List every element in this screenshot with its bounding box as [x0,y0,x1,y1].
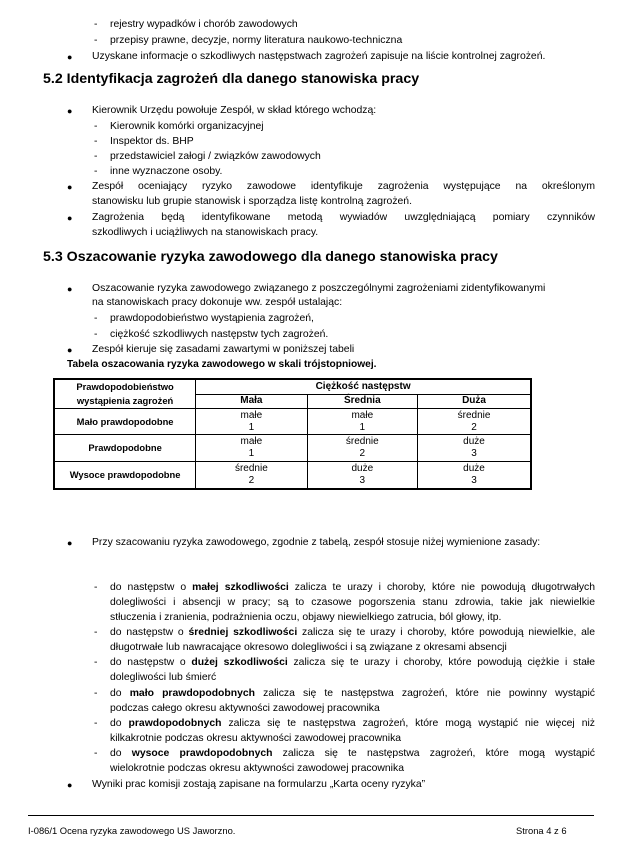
row-header: Wysoce prawdopodobne [54,462,196,489]
rule-line: stłuczenia i zranienia, podrażnienia oczu, objawy niewielkiego zatrucia, ból głowy, itp. [110,612,502,623]
cell-number: 1 [359,421,366,433]
bullet-icon: ● [67,780,73,790]
dash: - [94,166,98,177]
rule-keyword: dużej szkodliwości [191,657,288,668]
paragraph-line: Zespół oceniający ryzyko zawodowe identyfikuje zagrożenia występujące na określonym [92,181,595,192]
corner-line: wystąpienia zagrożeń [76,395,174,406]
bullet-icon: ● [67,52,73,62]
severity-header: Ciężkość następstw [196,379,531,394]
list-item: ciężkość szkodliwych następstw tych zagrożeń. [110,329,329,340]
table-cell [196,409,307,435]
dash: - [94,19,98,30]
rule-line [110,657,595,669]
bullet-icon: ● [67,106,73,116]
cell-word: średnie [345,436,379,447]
cell-number: 3 [471,474,477,486]
cell-word: duże [463,462,485,474]
list-item: Uzyskane informacje o szkodliwych następstwach zagrożeń zapisuje na liście kontrolnej zagrożeń. [92,51,546,62]
bullet-icon: ● [67,538,73,548]
rule-line [110,718,595,730]
bullet-icon: ● [67,284,73,294]
dash: - [94,121,98,132]
cell-word: małe [351,409,374,421]
dash: - [94,313,98,324]
dash: - [94,151,98,162]
footer-document-id: I-086/1 Ocena ryzyka zawodowego US Jaworzno. [28,825,236,836]
cell-word: małe [240,409,263,421]
cell-number: 2 [248,474,255,486]
dash: - [94,329,98,340]
rule-text: zalicza się te następstwa zagrożeń, które nie powinny wystąpić [255,688,595,699]
paragraph-line: szkodliwych i uciążliwych na stanowiskach pracy. [92,227,319,238]
dash: - [94,35,98,46]
bullet-icon: ● [67,182,73,192]
table-row [54,435,531,462]
footer-page-number: Strona 4 z 6 [516,825,567,836]
table-cell [307,409,417,435]
rule-text: zalicza się te następstwa zagrożeń, które mogą wystąpić nie więcej niż [221,718,595,729]
table-cell [196,435,307,462]
rule-keyword: średniej szkodliwości [188,627,298,638]
table-cell [307,435,417,462]
list-item: przepisy prawne, decyzje, normy literatura naukowo-techniczna [110,35,403,46]
rule-text: zalicza się te następstwa zagrożeń, które mogą wystąpić [272,748,595,759]
cell-number: 1 [248,448,255,459]
list-item: Inspektor ds. BHP [110,136,194,147]
section-heading-5-3: 5.3 Oszacowanie ryzyka zawodowego dla danego stanowiska pracy [43,249,498,265]
paragraph-line: na stanowiskach pracy dokonuje ww. zespół ustalając: [92,297,343,308]
rule-text: zalicza się te urazy i choroby, które powodują niewielkie, ale [297,627,595,638]
list-item: rejestry wypadków i chorób zawodowych [110,19,298,30]
table-cell [418,435,531,462]
cell-number: 3 [471,448,477,459]
bullet-icon: ● [67,345,73,355]
cell-word: duże [463,436,485,447]
dash: - [94,627,98,638]
rule-keyword: prawdopodobnych [128,718,222,729]
list-item: prawdopodobieństwo wystąpienia zagrożeń, [110,313,314,324]
rule-line: dolegliwości lub śmierć [110,672,217,683]
cell-number: 1 [248,421,255,433]
cell-word: średnie [457,409,491,421]
footer-divider [28,815,594,816]
rule-text: do [110,688,130,699]
table-cell [418,409,531,435]
rule-line [110,582,595,594]
row-header: Mało prawdopodobne [54,409,196,435]
rule-text: do [110,748,132,759]
rule-line [110,688,595,700]
cell-word: średnie [234,462,268,474]
column-header: Mała [196,394,307,408]
rule-text: do następstw o [110,582,193,593]
cell-number: 2 [471,421,477,433]
table-cell [418,462,531,489]
table-caption: Tabela oszacowania ryzyka zawodowego w skali trójstopniowej. [67,359,377,370]
cell-word: duże [351,462,374,474]
dash: - [94,136,98,147]
list-item: inne wyznaczone osoby. [110,166,223,177]
rule-line: kilkakrotnie podczas okresu aktywności zawodowej pracownika [110,733,402,744]
dash: - [94,582,98,593]
rule-keyword: mało prawdopodobnych [129,688,255,699]
rule-text: zalicza się te urazy i choroby, które powodują ciężkie i stałe [287,657,595,668]
rule-text: do następstw o [110,657,192,668]
section-heading-5-2: 5.2 Identyfikacja zagrożeń dla danego stanowiska pracy [43,71,420,87]
list-item: Wyniki prac komisji zostają zapisane na formularzu „Karta oceny ryzyka” [92,779,426,790]
list-item: Przy szacowaniu ryzyka zawodowego, zgodnie z tabelą, zespół stosuje niżej wymienione zasady: [92,537,541,548]
column-header: Średnia [307,394,417,408]
paragraph-line: Oszacowanie ryzyka zawodowego związanego z poszczególnymi zagrożeniami zidentyfikowanymi [92,283,546,294]
table-row [54,409,531,435]
rule-keyword: małej szkodliwości [192,582,289,593]
table-corner-header [54,379,196,409]
rule-keyword: wysoce prawdopodobnych [131,748,273,759]
corner-line: Prawdopodobieństwo [76,381,174,392]
table-cell [196,462,307,489]
list-item: Kierownik komórki organizacyjnej [110,121,264,132]
bullet-icon: ● [67,213,73,223]
cell-word: małe [240,436,263,447]
dash: - [94,748,98,759]
row-header: Prawdopodobne [54,435,196,462]
table-cell [307,462,417,489]
list-item: przedstawiciel załogi / związków zawodowych [110,151,321,162]
list-item: Zespół kieruje się zasadami zawartymi w poniższej tabeli [92,344,355,355]
rule-line [110,627,595,639]
risk-table [53,378,532,490]
paragraph-line: stanowisku lub grupie stanowisk i sporządza listę kontrolną zagrożeń. [92,196,412,207]
cell-number: 2 [359,448,366,459]
cell-number: 3 [359,474,366,486]
rule-line: dolegliwości i absencji w pracy; są to czasowe pogorszenia stanu zdrowia, takie jak niewielkie [110,597,595,608]
rule-text: do następstw o [110,627,189,638]
rule-text: zalicza te urazy i choroby, które nie powodują długotrwałych [288,582,596,593]
rule-line: wielokrotnie podczas okresu aktywności zawodowej pracownika [110,763,404,774]
paragraph-line: Zagrożenia będą identyfikowane metodą wywiadów uwzględniającą pomiary czynników [92,212,595,223]
list-item: Kierownik Urzędu powołuje Zespół, w skład którego wchodzą: [92,105,377,116]
dash: - [94,657,98,668]
rule-text: do [110,718,129,729]
column-header: Duża [418,394,531,408]
rule-line: podczas całego okresu aktywności zawodowej pracownika [110,703,380,714]
table-row [54,462,531,489]
dash: - [94,718,98,729]
dash: - [94,688,98,699]
rule-line: długotrwałe lub nawracające okresowo dolegliwości i są związane z okresami absencji [110,642,507,653]
rule-line [110,748,595,760]
